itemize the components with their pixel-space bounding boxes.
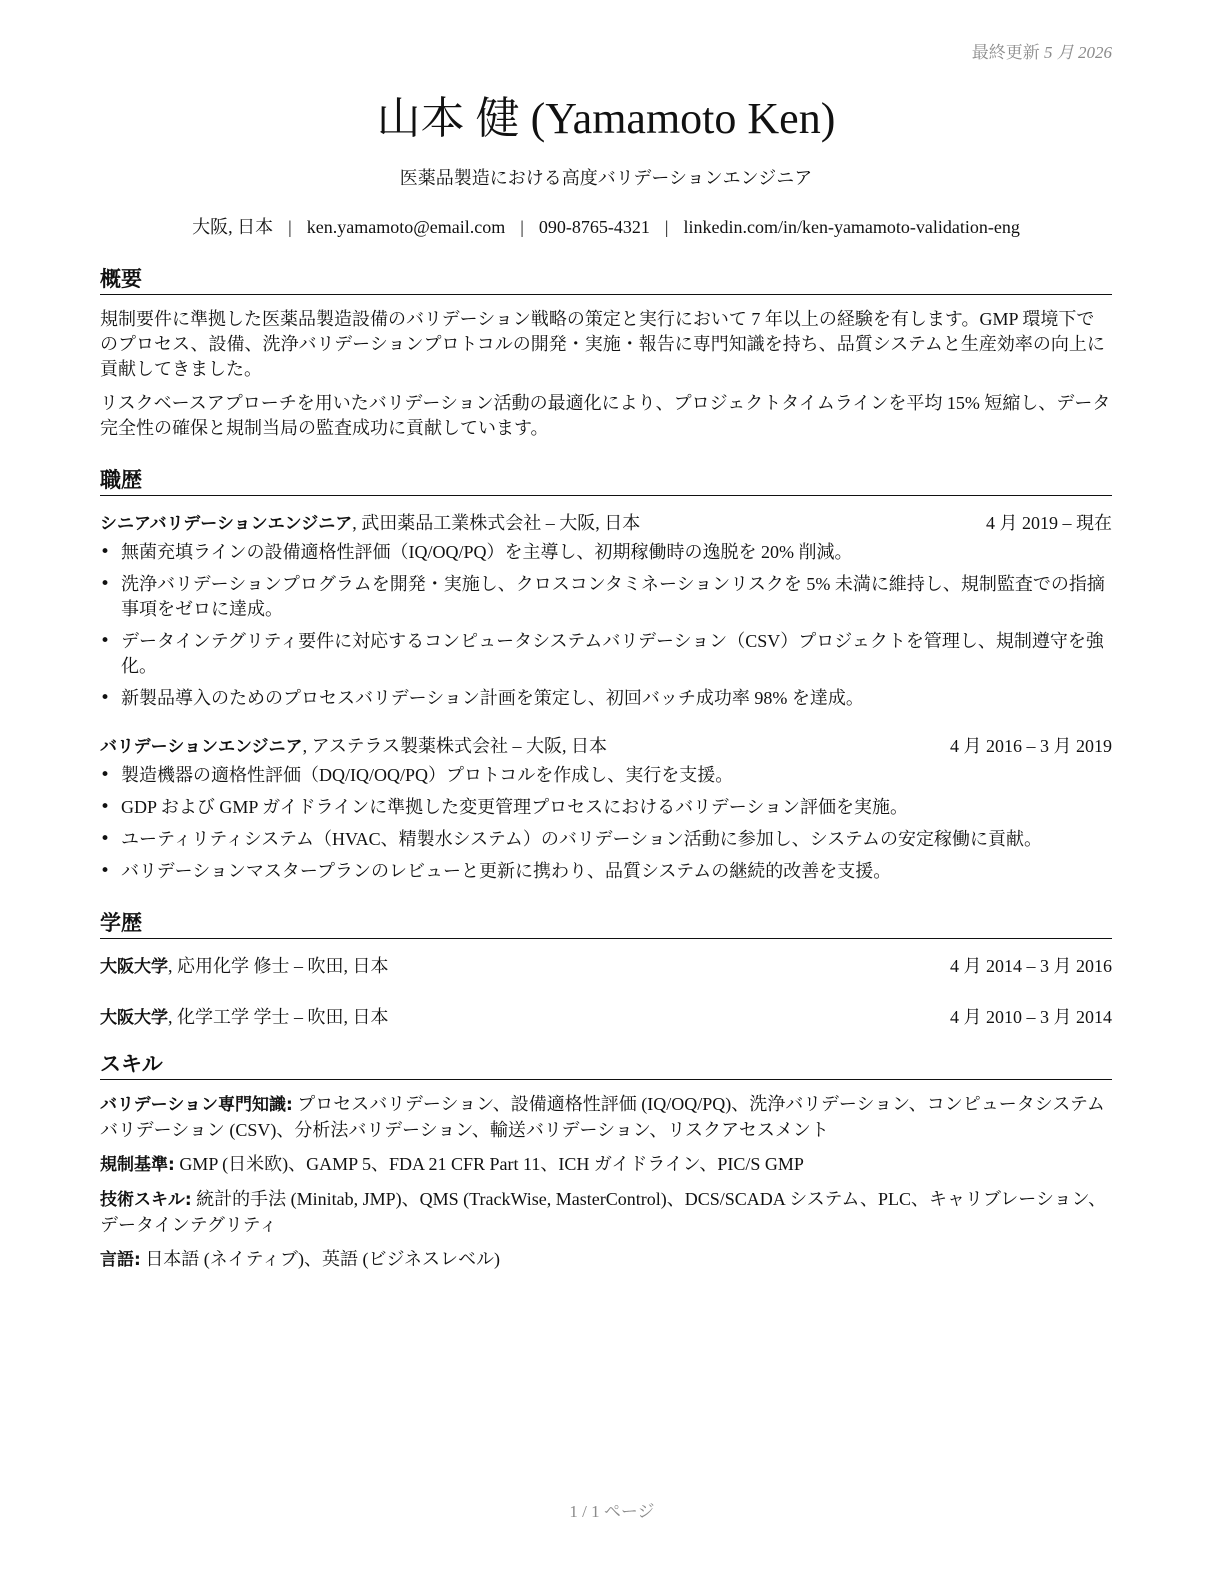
- job-dates: 4 月 2019 – 現在: [986, 513, 1112, 533]
- last-updated-label: 最終更新: [971, 43, 1040, 62]
- job-company: , 武田薬品工業株式会社 – 大阪, 日本: [352, 513, 641, 533]
- contact-linkedin[interactable]: linkedin.com/in/ken-yamamoto-validation-eng: [683, 217, 1020, 237]
- job-role: シニアバリデーションエンジニア: [100, 514, 353, 534]
- skill-label: 言語:: [100, 1250, 141, 1270]
- summary-section: [100, 264, 1112, 441]
- section-title-education: 学歴: [100, 908, 1112, 939]
- section-title-skills: スキル: [100, 1049, 1112, 1080]
- education-dates: 4 月 2014 – 3 月 2016: [950, 956, 1112, 976]
- job-role: バリデーションエンジニア: [100, 737, 303, 757]
- skill-text: 統計的手法 (Minitab, JMP)、QMS (TrackWise, MasterControl)、DCS/SCADA システム、PLC、キャリブレーション、データインテグリティ: [100, 1189, 1107, 1235]
- section-title-experience: 職歴: [100, 465, 1112, 496]
- job-entry: [100, 733, 1112, 884]
- job-bullet: • データインテグリティ要件に対応するコンピュータシステムバリデーション（CSV）プロジェクトを管理し、規制遵守を強化。: [121, 629, 1112, 679]
- skill-label: バリデーション専門知識:: [100, 1095, 293, 1115]
- job-bullet: • 製造機器の適格性評価（DQ/IQ/OQ/PQ）プロトコルを作成し、実行を支援。: [121, 763, 1112, 788]
- education-school: 大阪大学: [100, 1008, 168, 1028]
- contact-separator: |: [288, 217, 292, 237]
- job-bullet: • 洗浄バリデーションプログラムを開発・実施し、クロスコンタミネーションリスクを 5% 未満に維持し、規制監査での指摘事項をゼロに達成。: [121, 572, 1112, 622]
- job-entry: [100, 510, 1112, 711]
- job-bullet: • GDP および GMP ガイドラインに準拠した変更管理プロセスにおけるバリデーション評価を実施。: [121, 795, 1112, 820]
- job-bullet: • 新製品導入のためのプロセスバリデーション計画を策定し、初回バッチ成功率 98% を達成。: [121, 686, 1112, 711]
- skill-row: [100, 1092, 1112, 1143]
- skill-text: GMP (日米欧)、GAMP 5、FDA 21 CFR Part 11、ICH ガイドライン、PIC/S GMP: [174, 1154, 804, 1174]
- skill-label: 技術スキル:: [100, 1190, 192, 1210]
- contact-phone[interactable]: 090-8765-4321: [538, 217, 650, 237]
- summary-paragraph: 規制要件に準拠した医薬品製造設備のバリデーション戦略の策定と実行において 7 年以上の経験を有します。GMP 環境下でのプロセス、設備、洗浄バリデーションプロトコルの開発・実施・報告に専門知識を持ち、品質システムと生産効率の向上に貢献してきました。: [100, 309, 1105, 379]
- job-bullet: • バリデーションマスタープランのレビューと更新に携わり、品質システムの継続的改善を支援。: [121, 859, 1112, 884]
- skill-text: 日本語 (ネイティブ)、英語 (ビジネスレベル): [140, 1249, 500, 1269]
- experience-section: [100, 465, 1112, 884]
- candidate-name: 山本 健 (Yamamoto Ken): [376, 94, 836, 143]
- job-bullet: • ユーティリティシステム（HVAC、精製水システム）のバリデーション活動に参加し、システムの安定稼働に貢献。: [121, 827, 1112, 852]
- job-header: [100, 510, 1112, 537]
- candidate-headline: 医薬品製造における高度バリデーションエンジニア: [399, 168, 813, 188]
- education-school: 大阪大学: [100, 957, 168, 977]
- skill-text: プロセスバリデーション、設備適格性評価 (IQ/OQ/PQ)、洗浄バリデーション、コンピュータシステムバリデーション (CSV)、分析法バリデーション、輸送バリデーション、リスクアセスメント: [100, 1094, 1105, 1140]
- section-title-summary: 概要: [100, 264, 1112, 295]
- job-bullets: [100, 763, 1112, 884]
- job-header: [100, 733, 1112, 760]
- job-bullet: • 無菌充填ラインの設備適格性評価（IQ/OQ/PQ）を主導し、初期稼働時の逸脱を 20% 削減。: [121, 540, 1112, 565]
- contact-line: [100, 214, 1112, 240]
- education-dates: 4 月 2010 – 3 月 2014: [950, 1007, 1112, 1027]
- education-detail: , 応用化学 修士 – 吹田, 日本: [168, 956, 389, 976]
- last-updated-date: 5 月 2026: [1044, 43, 1112, 62]
- contact-location: 大阪, 日本: [192, 217, 274, 237]
- contact-email[interactable]: ken.yamamoto@email.com: [306, 217, 506, 237]
- summary-paragraph: リスクベースアプローチを用いたバリデーション活動の最適化により、プロジェクトタイムラインを平均 15% 短縮し、データ完全性の確保と規制当局の監査成功に貢献しています。: [100, 393, 1111, 438]
- skill-row: [100, 1187, 1112, 1238]
- page-number: 1 / 1 ページ: [569, 1502, 655, 1521]
- contact-separator: |: [520, 217, 524, 237]
- skill-row: [100, 1247, 1112, 1273]
- job-dates: 4 月 2016 – 3 月 2019: [950, 736, 1112, 756]
- contact-separator: |: [664, 217, 669, 237]
- skill-label: 規制基準:: [100, 1155, 175, 1175]
- skill-row: [100, 1152, 1112, 1178]
- resume-page: [100, 40, 1112, 1273]
- education-detail: , 化学工学 学士 – 吹田, 日本: [168, 1007, 389, 1027]
- skills-section: [100, 1049, 1112, 1273]
- last-updated: [100, 40, 1112, 66]
- education-entry: [100, 1004, 1112, 1031]
- education-entry: [100, 953, 1112, 980]
- job-company: , アステラス製薬株式会社 – 大阪, 日本: [302, 736, 607, 756]
- job-bullets: [100, 540, 1112, 711]
- education-section: [100, 908, 1112, 1031]
